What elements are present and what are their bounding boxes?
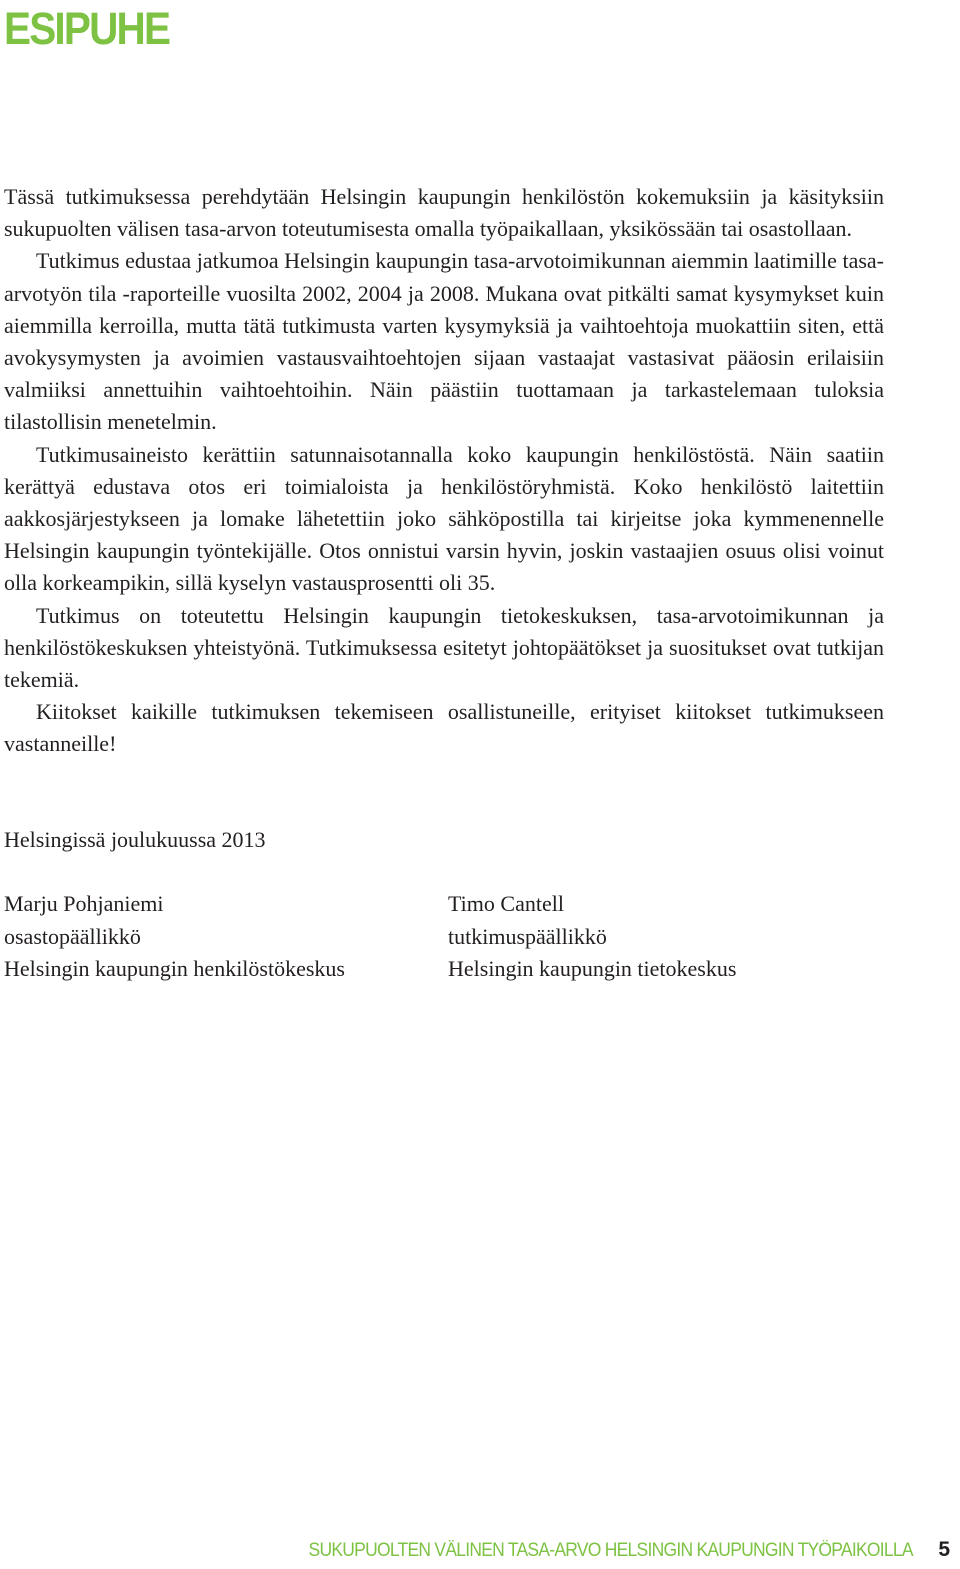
preface-body xyxy=(4,181,884,761)
paragraph-intro: Tässä tutkimuksessa perehdytään Helsingin kaupungin henkilöstön kokemuksiin ja käsityksiin sukupuolten välisen tasa-arvon toteutumisesta omalla työpaikallaan, yksikössään tai osastollaan. xyxy=(4,184,884,242)
signatory-name: Timo Cantell xyxy=(448,891,564,916)
page-number: 5 xyxy=(938,1538,950,1561)
signature-block-right xyxy=(448,888,736,986)
page-footer xyxy=(256,1538,950,1562)
paragraph-thanks: Kiitokset kaikille tutkimuksen tekemiseen osallistuneille, erityiset kiitokset tutkimukseen vastanneille! xyxy=(4,699,884,757)
footer-publication-title: SUKUPUOLTEN VÄLINEN TASA-ARVO HELSINGIN KAUPUNGIN TYÖPAIKOILLA xyxy=(308,1540,913,1561)
signatory-name: Marju Pohjaniemi xyxy=(4,891,164,916)
signatory-title: osastopäällikkö xyxy=(4,923,141,949)
paragraph-cooperation: Tutkimus on toteutettu Helsingin kaupungin tietokeskuksen, tasa-arvotoimikunnan ja henkilöstökeskuksen yhteistyönä. Tutkimuksessa esitetyt johtopäätökset ja suositukset ovat tutkijan tekemiä. xyxy=(4,602,884,693)
signatory-organization: Helsingin kaupungin henkilöstökeskus xyxy=(4,956,345,981)
signatory-organization: Helsingin kaupungin tietokeskus xyxy=(448,956,737,981)
signatory-title: tutkimuspäällikkö xyxy=(448,923,607,949)
signature-block-left xyxy=(4,888,345,986)
page-heading: ESIPUHE xyxy=(4,3,170,54)
paragraph-background: Tutkimus edustaa jatkumoa Helsingin kaupungin tasa-arvotoimikunnan aiemmin laatimille tasa-arvotyön tila -raporteille vuosilta 2002, 2004 ja 2008. Mukana ovat pitkälti samat kysymykset kuin aiemmilla kerroilla, mutta tätä tutkimusta varten kysymyksiä ja vaihtoehtoja muokattiin siten, että avokysymysten ja avoimien vastausvaihtoehtojen sijaan vastaajat vastasivat pääosin erilaisiin valmiiksi annettuihin vaihtoehtoihin. Näin päästiin tuottamaan ja tarkastelemaan tuloksia tilastollisin menetelmin. xyxy=(4,248,884,435)
place-and-date: Helsingissä joulukuussa 2013 xyxy=(4,827,266,852)
paragraph-data-collection: Tutkimusaineisto kerättiin satunnaisotannalla koko kaupungin henkilöstöstä. Näin saatiin kerättyä edustava otos eri toimialoista ja henkilöstöryhmistä. Koko henkilöstö laitettiin aakkosjärjestykseen ja lomake lähetettiin joko sähköpostilla tai kirjeitse joka kymmenennelle Helsingin kaupungin työntekijälle. Otos onnistui varsin hyvin, joskin vastaajien osuus olisi voinut olla korkeampikin, sillä kyselyn vastausprosentti oli 35. xyxy=(4,441,884,596)
